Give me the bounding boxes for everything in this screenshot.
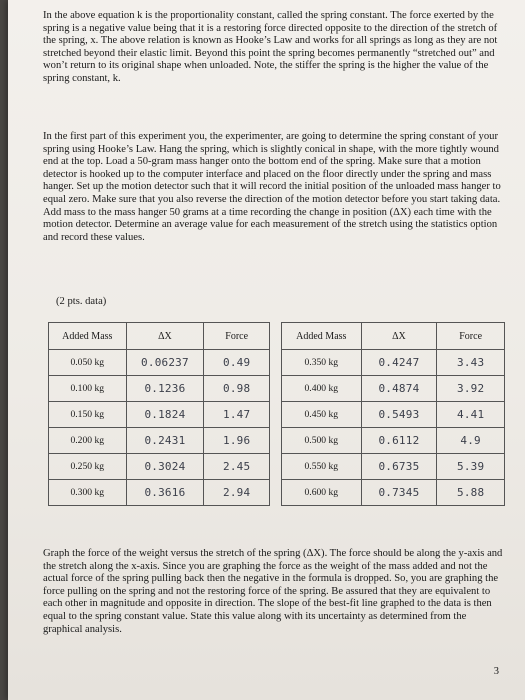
delta-x-cell: 0.1236 xyxy=(126,376,204,402)
page-number: 3 xyxy=(493,666,499,677)
added-mass-cell: 0.400 kg xyxy=(282,376,362,402)
table-row xyxy=(282,428,505,454)
force-cell: 1.47 xyxy=(204,402,270,428)
document-page xyxy=(8,0,525,700)
delta-x-cell: 0.7345 xyxy=(361,480,437,506)
added-mass-cell: 0.450 kg xyxy=(282,402,362,428)
header-force: Force xyxy=(437,323,505,350)
table-row xyxy=(49,402,270,428)
force-cell: 5.39 xyxy=(437,454,505,480)
delta-x-cell: 0.2431 xyxy=(126,428,204,454)
paragraph-hookes-law: In the above equation k is the proportionality constant, called the spring constant. The force exerted by the spring is a negative value being that it is a restoring force directed opposite to the direction of the stretch of the spring, x. The above relation is known as Hooke’s Law and works for all springs as long as they are not stretched beyond their elastic limit. Beyond this point the spring becomes permanently “stretched out” and won’t return to its original shape when unloaded. Note, the stiffer the spring is the higher the value of the spring constant, k. xyxy=(43,10,498,84)
force-cell: 4.41 xyxy=(437,402,505,428)
table-row xyxy=(49,480,270,506)
data-table-left xyxy=(48,322,270,506)
added-mass-cell: 0.300 kg xyxy=(49,480,127,506)
header-force: Force xyxy=(204,323,270,350)
table-row xyxy=(49,350,270,376)
delta-x-cell: 0.1824 xyxy=(126,402,204,428)
header-delta-x: ΔX xyxy=(126,323,204,350)
force-cell: 2.45 xyxy=(204,454,270,480)
force-cell: 1.96 xyxy=(204,428,270,454)
header-added-mass: Added Mass xyxy=(49,323,127,350)
added-mass-cell: 0.500 kg xyxy=(282,428,362,454)
header-added-mass: Added Mass xyxy=(282,323,362,350)
added-mass-cell: 0.200 kg xyxy=(49,428,127,454)
table-row xyxy=(282,480,505,506)
added-mass-cell: 0.050 kg xyxy=(49,350,127,376)
delta-x-cell: 0.5493 xyxy=(361,402,437,428)
header-delta-x: ΔX xyxy=(361,323,437,350)
data-table-right xyxy=(281,322,505,506)
table-row xyxy=(282,376,505,402)
delta-x-cell: 0.4247 xyxy=(361,350,437,376)
delta-x-cell: 0.3024 xyxy=(126,454,204,480)
added-mass-cell: 0.100 kg xyxy=(49,376,127,402)
force-cell: 0.98 xyxy=(204,376,270,402)
table-row xyxy=(49,454,270,480)
delta-x-cell: 0.06237 xyxy=(126,350,204,376)
table-row xyxy=(49,428,270,454)
table-row xyxy=(282,350,505,376)
added-mass-cell: 0.350 kg xyxy=(282,350,362,376)
added-mass-cell: 0.150 kg xyxy=(49,402,127,428)
paragraph-graph-instructions: Graph the force of the weight versus the stretch of the spring (ΔX). The force should be along the y-axis and the stretch along the x-axis. Since you are graphing the force as the weight of the mass added and not the actual force of the spring pulling back then the negative in the formula is dropped. So, you are graphing the force pulling on the spring and not the restoring force of the spring. Be assured that they are equivalent to each other in magnitude and opposite in direction. The slope of the best-fit line graphed to the data is then equal to the spring constant value. State this value along with its uncertainty as determined from the graphical analysis. xyxy=(43,548,503,635)
force-cell: 5.88 xyxy=(437,480,505,506)
delta-x-cell: 0.6735 xyxy=(361,454,437,480)
delta-x-cell: 0.4874 xyxy=(361,376,437,402)
force-cell: 2.94 xyxy=(204,480,270,506)
added-mass-cell: 0.550 kg xyxy=(282,454,362,480)
delta-x-cell: 0.6112 xyxy=(361,428,437,454)
table-row xyxy=(282,402,505,428)
force-cell: 4.9 xyxy=(437,428,505,454)
force-cell: 3.92 xyxy=(437,376,505,402)
points-label: (2 pts. data) xyxy=(56,296,107,307)
table-row xyxy=(49,376,270,402)
added-mass-cell: 0.600 kg xyxy=(282,480,362,506)
delta-x-cell: 0.3616 xyxy=(126,480,204,506)
force-cell: 0.49 xyxy=(204,350,270,376)
table-row xyxy=(282,454,505,480)
table-header-row xyxy=(282,323,505,350)
table-header-row xyxy=(49,323,270,350)
added-mass-cell: 0.250 kg xyxy=(49,454,127,480)
paragraph-procedure: In the first part of this experiment you, the experimenter, are going to determine the spring constant of your spring using Hooke’s Law. Hang the spring, which is slightly conical in shape, with the more tightly wound end at the top. Load a 50-gram mass hanger onto the bottom end of the spring. Make sure that a motion detector is hooked up to the computer interface and placed on the floor directly under the spring and mass hanger. Set up the motion detector such that it will record the initial position of the unloaded mass hanger to equal zero. Make sure that you also reverse the direction of the motion detector before you start taking data. Add mass to the mass hanger 50 grams at a time recording the change in position (ΔX) each time with the motion detector. Determine an average value for each measurement of the stretch using the statistics option and record these values. xyxy=(43,131,501,243)
force-cell: 3.43 xyxy=(437,350,505,376)
